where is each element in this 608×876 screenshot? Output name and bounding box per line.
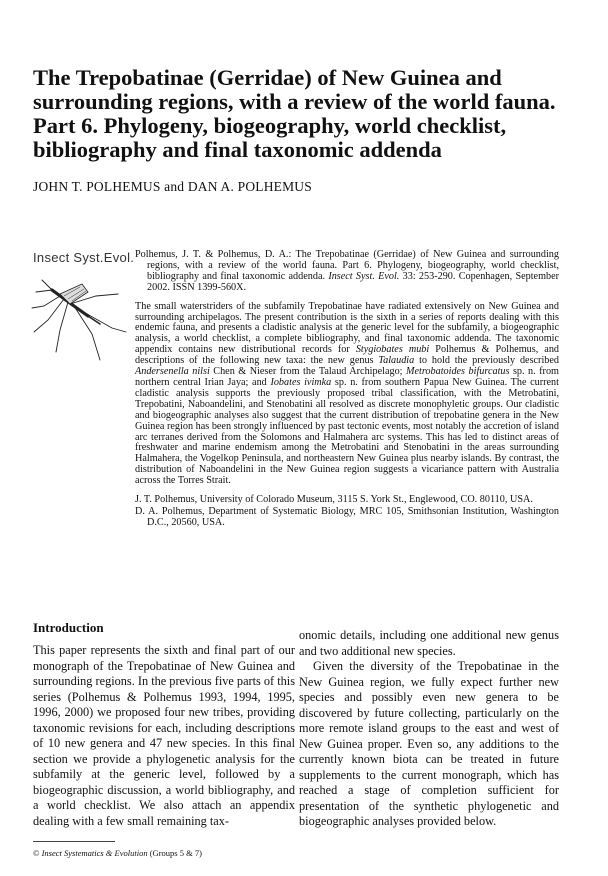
author-address: D. A. Polhemus, Department of Systematic Biology, MRC 105, Smithsonian Institution, Washington D.C., 20560, USA.	[135, 505, 559, 528]
footer-copyright: © Insect Systematics & Evolution (Groups 5 & 7)	[33, 848, 202, 858]
body-column-left	[33, 643, 295, 829]
body-paragraph: onomic details, including one additional new genus and two additional new species.	[299, 628, 559, 658]
abstract-text: The small waterstriders of the subfamily Trepobatinae have radiated extensively on New Guinea and surrounding archipelagos. The present contribution is the sixth in a series of reports dealing with this endemic fauna, and presents a cladistic analysis at the generic level for the subfamily, a biogeographic analysis, a world checklist, a complete bibliography, and final taxonomic addenda. The taxonomic appendix contains new distributional records for Stygiobates mubi Polhemus & Polhemus, and descriptions of the following new taxa: the new genus Talaudia to hold the previously described Andersenella nilsi Chen & Nieser from the Talaud Archipelago; Metrobatoides bifurcatus sp. n. from northern central Irian Jaya; and Iobates ivimka sp. n. from southern Papua New Guinea. The current cladistic analysis supports the previously proposed tribal classification, with the Metrobatini, Trepobatini, Naboandelini, and Stenobatini all resolved as discrete monophyletic groups. Our cladistic and biogeographic analyses also suggest that the current distribution of trepobatine genera in the New Guinea region has been strongly influenced by past tectonic events, most notably the accretion of island arc terranes derived from the Solomons and Halmahera arc systems. This has led to distinct areas of freshwater and marine endemism among the Metrobatini and Stenobatini in the areas surrounding Halmahera, the Vogelkop Peninsula, and northeastern New Guinea plus nearby islands. By contrast, the distribution of Naboandelini in the New Guinea region suggests a vicariance pattern with Australia across the Torres Strait.	[135, 300, 560, 487]
waterstrider-illustration	[30, 272, 130, 364]
body-paragraph: This paper represents the sixth and final part of our monograph of the Trepobatinae of New Guinea and surrounding regions. In the previous five parts of this series (Polhemus & Polhemus 1993, 1994, 1995, 1996, 2000) we proposed four new tribes, providing taxonomic revisions for each, including descriptions of 10 new genera and 47 new species. In this final section we provide a phylogenetic analysis for the subfamily at the generic level, followed by a biogeographic discussion, a world bibliography, and a world checklist. We also attach an appendix dealing with a few small remaining tax-	[33, 643, 295, 828]
section-heading-introduction: Introduction	[33, 620, 104, 635]
author-address: J. T. Polhemus, University of Colorado Museum, 3115 S. York St., Englewood, CO. 80110, USA.	[135, 494, 533, 506]
abstract-citation: Polhemus, J. T. & Polhemus, D. A.: The Trepobatinae (Gerridae) of New Guinea and surrounding regions, with a review of the world fauna. Part 6. Phylogeny, biogeography, world checklist, bibliography and final taxonomic addenda. Insect Syst. Evol. 33: 253-290. Copenhagen, September 2002. ISSN 1399-560X.	[135, 249, 560, 293]
body-column-right	[299, 628, 559, 830]
footer-rule	[33, 841, 115, 842]
body-paragraph: Given the diversity of the Trepobatinae in the New Guinea region, we fully expect further new species and possibly even new genera to be discovered by future collecting, particularly on the more remote island groups to the east and west of New Guinea proper. Even so, any additions to the currently known biota can be treated in future supplements to the current monograph, which has reached a stage of completion sufficient for presentation of the synthetic phylogenetic and biogeographic analyses provided below.	[299, 659, 559, 828]
paper-title: The Trepobatinae (Gerridae) of New Guinea and surrounding regions, with a review of the world fauna. Part 6. Phylogeny, biogeography, world checklist, bibliography and final taxonomic addenda	[33, 65, 556, 162]
paper-authors: JOHN T. POLHEMUS and DAN A. POLHEMUS	[33, 179, 312, 194]
journal-logo: Insect Syst.Evol.	[33, 250, 135, 265]
abstract-block	[135, 250, 559, 529]
